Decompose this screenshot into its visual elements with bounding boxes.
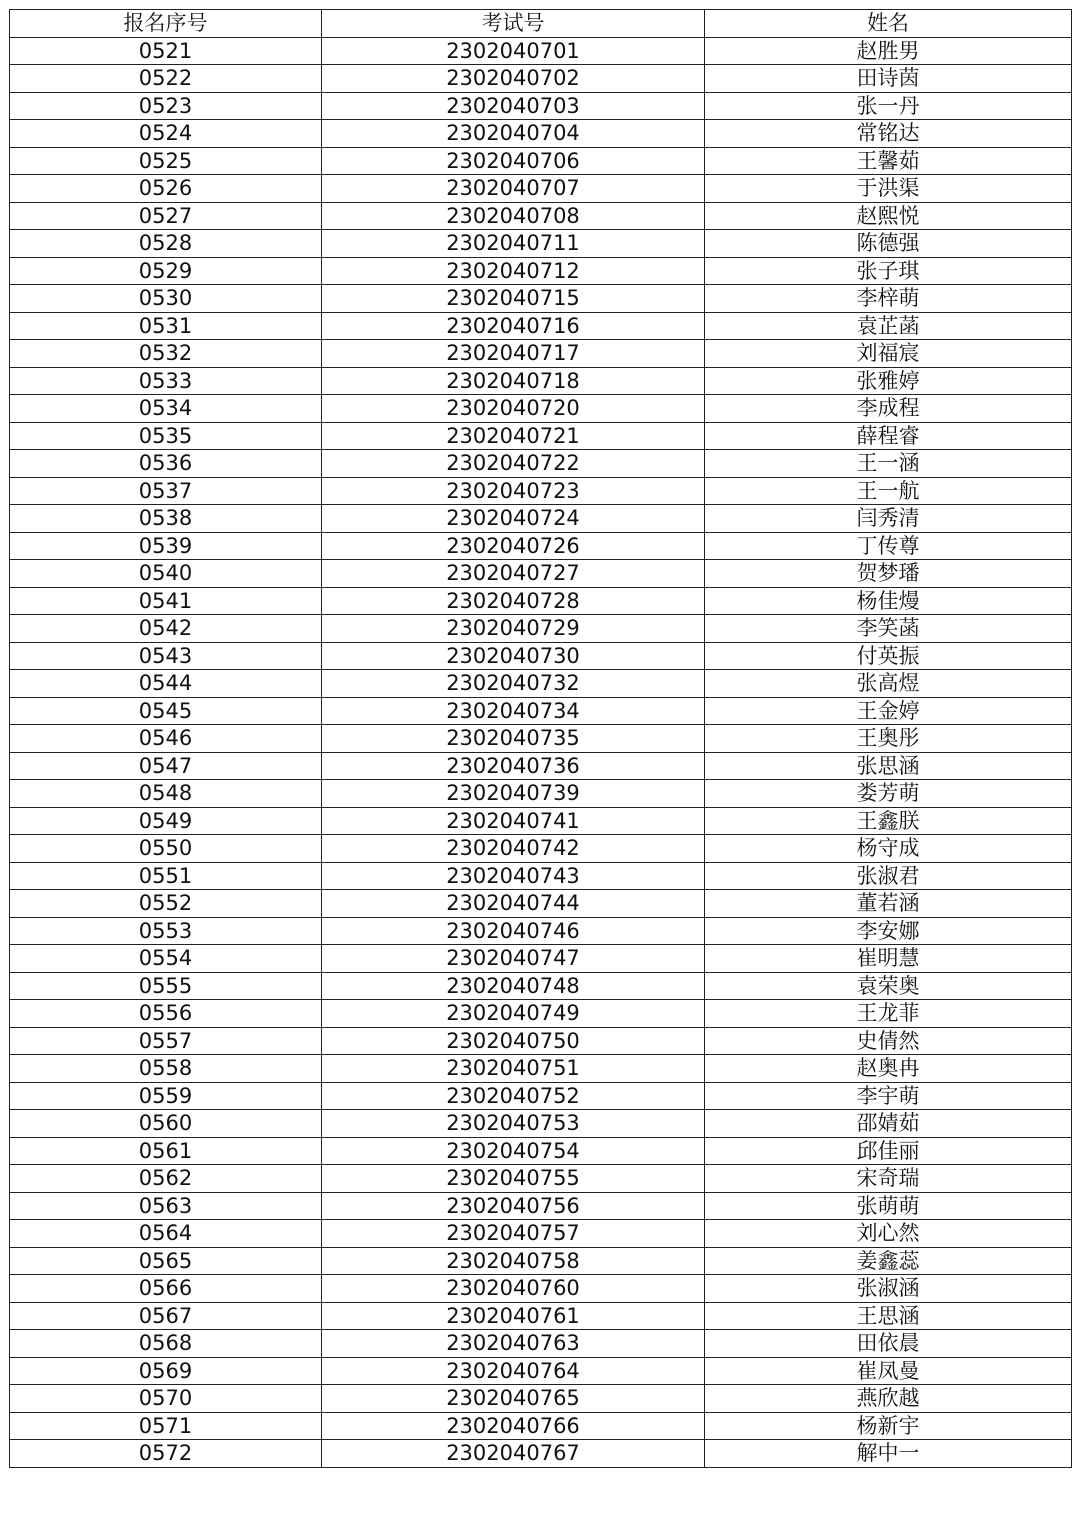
- exam-no-cell: 2302040749: [322, 1000, 705, 1028]
- exam-no-cell: 2302040722: [322, 450, 705, 478]
- table-row: [10, 37, 1072, 65]
- table-row: [10, 725, 1072, 753]
- name-cell: 张萌萌: [705, 1192, 1072, 1220]
- name-cell: 崔凤曼: [705, 1357, 1072, 1385]
- exam-no-cell: 2302040712: [322, 257, 705, 285]
- exam-no-cell: 2302040716: [322, 312, 705, 340]
- exam-no-cell: 2302040760: [322, 1275, 705, 1303]
- exam-no-cell: 2302040726: [322, 532, 705, 560]
- exam-no-cell: 2302040721: [322, 422, 705, 450]
- registration-no-cell: 0549: [10, 807, 322, 835]
- exam-no-cell: 2302040724: [322, 505, 705, 533]
- exam-no-cell: 2302040742: [322, 835, 705, 863]
- table-row: [10, 890, 1072, 918]
- table-row: [10, 422, 1072, 450]
- registration-no-cell: 0542: [10, 615, 322, 643]
- table-row: [10, 1440, 1072, 1468]
- registration-no-cell: 0538: [10, 505, 322, 533]
- table-row: [10, 92, 1072, 120]
- registration-no-cell: 0564: [10, 1220, 322, 1248]
- table-row: [10, 1412, 1072, 1440]
- exam-no-cell: 2302040748: [322, 972, 705, 1000]
- table-row: [10, 395, 1072, 423]
- registration-no-cell: 0562: [10, 1165, 322, 1193]
- name-cell: 解中一: [705, 1440, 1072, 1468]
- name-cell: 史倩然: [705, 1027, 1072, 1055]
- registration-no-cell: 0523: [10, 92, 322, 120]
- name-cell: 王一涵: [705, 450, 1072, 478]
- registration-no-cell: 0560: [10, 1110, 322, 1138]
- name-cell: 袁荣奥: [705, 972, 1072, 1000]
- exam-no-cell: 2302040756: [322, 1192, 705, 1220]
- name-cell: 田依晨: [705, 1330, 1072, 1358]
- exam-no-cell: 2302040763: [322, 1330, 705, 1358]
- name-cell: 王思涵: [705, 1302, 1072, 1330]
- exam-no-cell: 2302040751: [322, 1055, 705, 1083]
- registration-no-cell: 0553: [10, 917, 322, 945]
- name-cell: 张淑君: [705, 862, 1072, 890]
- name-cell: 李宇萌: [705, 1082, 1072, 1110]
- registration-no-cell: 0567: [10, 1302, 322, 1330]
- registration-no-cell: 0555: [10, 972, 322, 1000]
- table-row: [10, 147, 1072, 175]
- table-row: [10, 257, 1072, 285]
- name-cell: 张子琪: [705, 257, 1072, 285]
- exam-no-cell: 2302040707: [322, 175, 705, 203]
- exam-no-cell: 2302040703: [322, 92, 705, 120]
- table-row: [10, 1385, 1072, 1413]
- exam-no-cell: 2302040728: [322, 587, 705, 615]
- exam-no-cell: 2302040711: [322, 230, 705, 258]
- name-cell: 张淑涵: [705, 1275, 1072, 1303]
- exam-no-cell: 2302040727: [322, 560, 705, 588]
- exam-no-cell: 2302040718: [322, 367, 705, 395]
- exam-no-cell: 2302040746: [322, 917, 705, 945]
- registration-no-cell: 0571: [10, 1412, 322, 1440]
- name-cell: 薛程睿: [705, 422, 1072, 450]
- exam-no-cell: 2302040743: [322, 862, 705, 890]
- registration-no-cell: 0565: [10, 1247, 322, 1275]
- registration-no-cell: 0557: [10, 1027, 322, 1055]
- name-cell: 刘心然: [705, 1220, 1072, 1248]
- exam-no-cell: 2302040729: [322, 615, 705, 643]
- name-cell: 李梓萌: [705, 285, 1072, 313]
- exam-no-cell: 2302040723: [322, 477, 705, 505]
- table-row: [10, 807, 1072, 835]
- exam-no-cell: 2302040744: [322, 890, 705, 918]
- exam-no-cell: 2302040715: [322, 285, 705, 313]
- name-cell: 邱佳丽: [705, 1137, 1072, 1165]
- name-cell: 杨守成: [705, 835, 1072, 863]
- name-cell: 陈德强: [705, 230, 1072, 258]
- exam-no-cell: 2302040750: [322, 1027, 705, 1055]
- table-row: [10, 120, 1072, 148]
- name-cell: 燕欣越: [705, 1385, 1072, 1413]
- registration-no-cell: 0568: [10, 1330, 322, 1358]
- exam-no-cell: 2302040755: [322, 1165, 705, 1193]
- registration-no-cell: 0528: [10, 230, 322, 258]
- exam-no-cell: 2302040747: [322, 945, 705, 973]
- table-row: [10, 615, 1072, 643]
- registration-no-cell: 0546: [10, 725, 322, 753]
- exam-no-cell: 2302040752: [322, 1082, 705, 1110]
- exam-no-cell: 2302040758: [322, 1247, 705, 1275]
- name-cell: 田诗茵: [705, 65, 1072, 93]
- exam-no-cell: 2302040765: [322, 1385, 705, 1413]
- registration-no-cell: 0537: [10, 477, 322, 505]
- table-row: [10, 505, 1072, 533]
- roster-table: [9, 9, 1072, 1468]
- table-row: [10, 972, 1072, 1000]
- table-row: [10, 862, 1072, 890]
- registration-no-cell: 0532: [10, 340, 322, 368]
- table-row: [10, 587, 1072, 615]
- name-cell: 王龙菲: [705, 1000, 1072, 1028]
- registration-no-cell: 0558: [10, 1055, 322, 1083]
- exam-no-cell: 2302040757: [322, 1220, 705, 1248]
- registration-no-cell: 0556: [10, 1000, 322, 1028]
- registration-no-cell: 0527: [10, 202, 322, 230]
- registration-no-cell: 0543: [10, 642, 322, 670]
- table-row: [10, 1302, 1072, 1330]
- name-cell: 娄芳萌: [705, 780, 1072, 808]
- exam-no-cell: 2302040702: [322, 65, 705, 93]
- exam-no-cell: 2302040741: [322, 807, 705, 835]
- exam-no-cell: 2302040739: [322, 780, 705, 808]
- name-cell: 邵婧茹: [705, 1110, 1072, 1138]
- exam-no-cell: 2302040761: [322, 1302, 705, 1330]
- exam-no-cell: 2302040767: [322, 1440, 705, 1468]
- name-cell: 于洪渠: [705, 175, 1072, 203]
- table-row: [10, 1055, 1072, 1083]
- table-row: [10, 1027, 1072, 1055]
- registration-no-cell: 0541: [10, 587, 322, 615]
- table-row: [10, 1220, 1072, 1248]
- name-cell: 王鑫朕: [705, 807, 1072, 835]
- name-cell: 贺梦璠: [705, 560, 1072, 588]
- name-cell: 常铭达: [705, 120, 1072, 148]
- name-cell: 宋奇瑞: [705, 1165, 1072, 1193]
- table-row: [10, 1165, 1072, 1193]
- name-cell: 李安娜: [705, 917, 1072, 945]
- registration-no-cell: 0526: [10, 175, 322, 203]
- registration-no-cell: 0531: [10, 312, 322, 340]
- registration-no-cell: 0539: [10, 532, 322, 560]
- name-cell: 王奥彤: [705, 725, 1072, 753]
- table-header-row: [10, 10, 1072, 38]
- table-row: [10, 340, 1072, 368]
- table-row: [10, 642, 1072, 670]
- table-row: [10, 1137, 1072, 1165]
- registration-no-cell: 0566: [10, 1275, 322, 1303]
- exam-no-cell: 2302040766: [322, 1412, 705, 1440]
- name-cell: 张思涵: [705, 752, 1072, 780]
- name-cell: 张高煜: [705, 670, 1072, 698]
- exam-no-cell: 2302040764: [322, 1357, 705, 1385]
- name-cell: 张一丹: [705, 92, 1072, 120]
- table-row: [10, 1000, 1072, 1028]
- table-row: [10, 697, 1072, 725]
- table-row: [10, 175, 1072, 203]
- exam-no-cell: 2302040704: [322, 120, 705, 148]
- table-row: [10, 285, 1072, 313]
- header-registration-no: 报名序号: [10, 10, 322, 38]
- exam-no-cell: 2302040732: [322, 670, 705, 698]
- table-row: [10, 202, 1072, 230]
- registration-no-cell: 0536: [10, 450, 322, 478]
- exam-no-cell: 2302040706: [322, 147, 705, 175]
- registration-no-cell: 0544: [10, 670, 322, 698]
- name-cell: 赵熙悦: [705, 202, 1072, 230]
- table-row: [10, 780, 1072, 808]
- name-cell: 董若涵: [705, 890, 1072, 918]
- table-row: [10, 367, 1072, 395]
- name-cell: 赵奥冉: [705, 1055, 1072, 1083]
- name-cell: 李成程: [705, 395, 1072, 423]
- registration-no-cell: 0529: [10, 257, 322, 285]
- table-body: [10, 37, 1072, 1467]
- exam-no-cell: 2302040730: [322, 642, 705, 670]
- name-cell: 丁传尊: [705, 532, 1072, 560]
- name-cell: 张雅婷: [705, 367, 1072, 395]
- registration-no-cell: 0524: [10, 120, 322, 148]
- registration-no-cell: 0540: [10, 560, 322, 588]
- table-row: [10, 560, 1072, 588]
- registration-no-cell: 0554: [10, 945, 322, 973]
- name-cell: 袁芷菡: [705, 312, 1072, 340]
- table-row: [10, 65, 1072, 93]
- registration-no-cell: 0530: [10, 285, 322, 313]
- exam-no-cell: 2302040754: [322, 1137, 705, 1165]
- registration-no-cell: 0572: [10, 1440, 322, 1468]
- exam-no-cell: 2302040720: [322, 395, 705, 423]
- name-cell: 赵胜男: [705, 37, 1072, 65]
- name-cell: 崔明慧: [705, 945, 1072, 973]
- table-row: [10, 1082, 1072, 1110]
- registration-no-cell: 0535: [10, 422, 322, 450]
- name-cell: 姜鑫蕊: [705, 1247, 1072, 1275]
- registration-no-cell: 0552: [10, 890, 322, 918]
- exam-no-cell: 2302040736: [322, 752, 705, 780]
- table-row: [10, 477, 1072, 505]
- table-row: [10, 917, 1072, 945]
- table-row: [10, 945, 1072, 973]
- exam-no-cell: 2302040708: [322, 202, 705, 230]
- name-cell: 闫秀清: [705, 505, 1072, 533]
- exam-no-cell: 2302040734: [322, 697, 705, 725]
- table-row: [10, 450, 1072, 478]
- name-cell: 王馨茹: [705, 147, 1072, 175]
- exam-no-cell: 2302040701: [322, 37, 705, 65]
- name-cell: 王金婷: [705, 697, 1072, 725]
- registration-no-cell: 0559: [10, 1082, 322, 1110]
- table-row: [10, 670, 1072, 698]
- table-row: [10, 1247, 1072, 1275]
- name-cell: 王一航: [705, 477, 1072, 505]
- header-name: 姓名: [705, 10, 1072, 38]
- registration-no-cell: 0548: [10, 780, 322, 808]
- table-row: [10, 1357, 1072, 1385]
- name-cell: 刘福宸: [705, 340, 1072, 368]
- table-row: [10, 230, 1072, 258]
- exam-no-cell: 2302040735: [322, 725, 705, 753]
- table-row: [10, 1110, 1072, 1138]
- registration-no-cell: 0569: [10, 1357, 322, 1385]
- table-row: [10, 1275, 1072, 1303]
- table-row: [10, 1192, 1072, 1220]
- registration-no-cell: 0570: [10, 1385, 322, 1413]
- registration-no-cell: 0545: [10, 697, 322, 725]
- registration-no-cell: 0521: [10, 37, 322, 65]
- registration-no-cell: 0534: [10, 395, 322, 423]
- exam-no-cell: 2302040753: [322, 1110, 705, 1138]
- registration-no-cell: 0550: [10, 835, 322, 863]
- registration-no-cell: 0547: [10, 752, 322, 780]
- registration-no-cell: 0525: [10, 147, 322, 175]
- table-row: [10, 312, 1072, 340]
- name-cell: 李笑菡: [705, 615, 1072, 643]
- exam-no-cell: 2302040717: [322, 340, 705, 368]
- registration-no-cell: 0561: [10, 1137, 322, 1165]
- name-cell: 付英振: [705, 642, 1072, 670]
- registration-no-cell: 0522: [10, 65, 322, 93]
- name-cell: 杨佳熳: [705, 587, 1072, 615]
- registration-no-cell: 0533: [10, 367, 322, 395]
- name-cell: 杨新宇: [705, 1412, 1072, 1440]
- table-row: [10, 532, 1072, 560]
- registration-no-cell: 0563: [10, 1192, 322, 1220]
- registration-no-cell: 0551: [10, 862, 322, 890]
- table-row: [10, 752, 1072, 780]
- table-row: [10, 1330, 1072, 1358]
- header-exam-no: 考试号: [322, 10, 705, 38]
- table-row: [10, 835, 1072, 863]
